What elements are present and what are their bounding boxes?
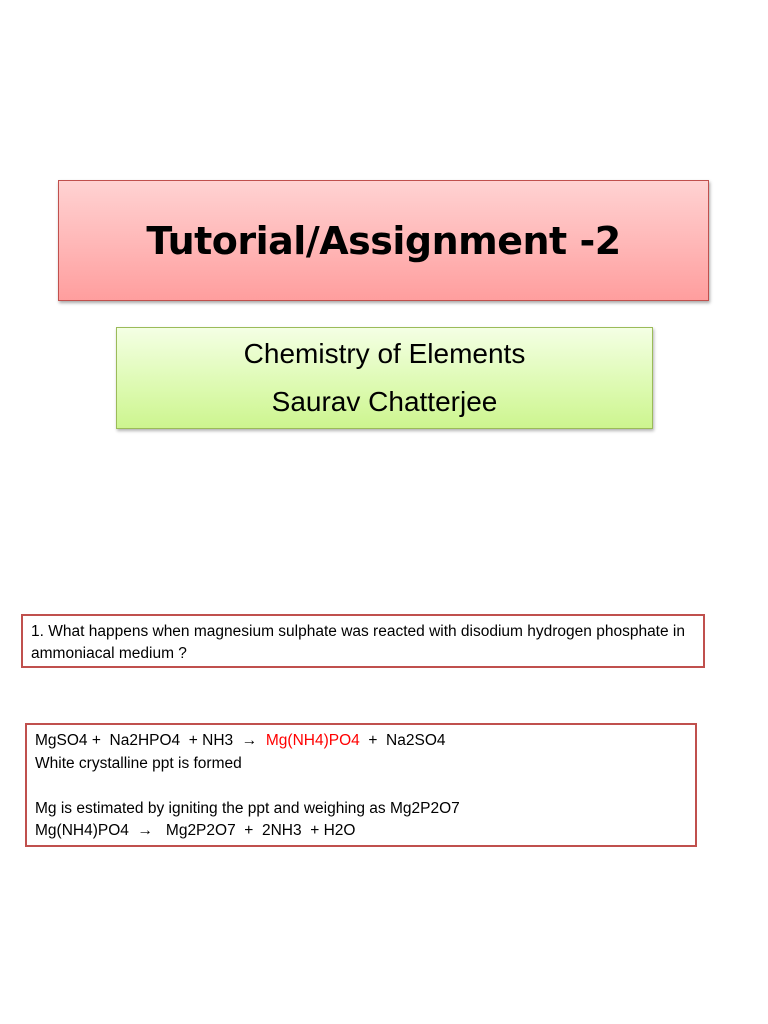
reaction-1-rest: + Na2SO4	[359, 732, 446, 749]
title-banner	[58, 180, 709, 301]
reaction-1-product-highlight: Mg(NH4)PO4	[265, 732, 360, 749]
question-box	[21, 614, 705, 668]
subtitle-banner	[116, 327, 653, 429]
precipitate-note: White crystalline ppt is formed	[35, 754, 242, 772]
question-text: 1. What happens when magnesium sulphate was reacted with disodium hydrogen phosphate in ammoniacal medium ?	[31, 623, 685, 662]
author-name: Saurav Chatterjee	[271, 386, 498, 417]
estimation-note: Mg is estimated by igniting the ppt and weighing as Mg2P2O7	[35, 799, 460, 817]
reaction-equation-1	[35, 730, 687, 753]
reaction-1-reactants: MgSO4 + Na2HPO4 + NH3 →	[35, 732, 266, 749]
page-title: Tutorial/Assignment -2	[146, 218, 621, 263]
reaction-equation-2: Mg(NH4)PO4 → Mg2P2O7 + 2NH3 + H2O	[35, 822, 356, 839]
blank-line	[35, 775, 687, 798]
answer-box	[25, 723, 697, 847]
course-name: Chemistry of Elements	[243, 338, 526, 369]
